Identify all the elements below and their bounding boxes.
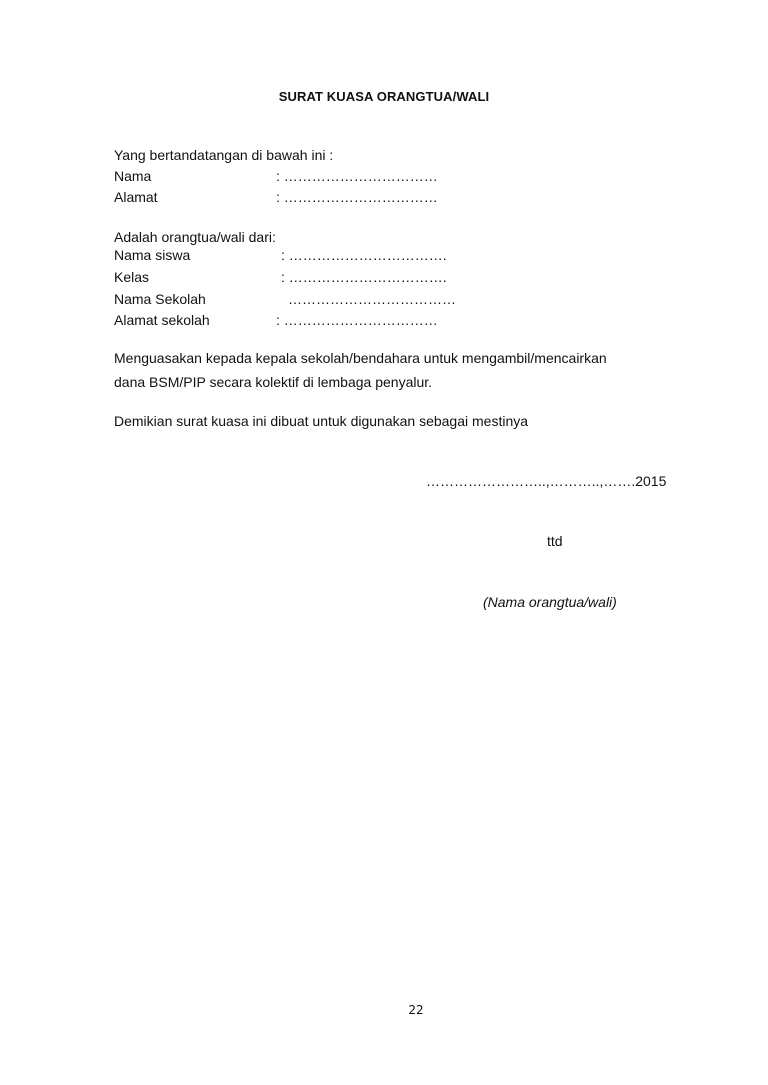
signature-mark: ttd [547,533,563,549]
parent-name-label: Nama [114,168,152,184]
student-name-label: Nama siswa [114,247,191,263]
page-number: 22 [408,1003,424,1017]
parent-name-value: : …………………………… [276,168,438,184]
authorization-line-2: dana BSM/PIP secara kolektif di lembaga penyalur. [114,374,433,390]
closing-text: Demikian surat kuasa ini dibuat untuk digunakan sebagai mestinya [114,413,529,429]
document-title: SURAT KUASA ORANGTUA/WALI [278,89,490,104]
school-address-value: : …………………………… [276,312,438,328]
guardian-of-text: Adalah orangtua/wali dari: [114,229,276,245]
parent-address-label: Alamat [114,189,158,205]
signatory-name: (Nama orangtua/wali) [483,594,617,610]
class-value: : ……………………………. [281,269,447,285]
authorization-line-1: Menguasakan kepada kepala sekolah/bendahara untuk mengambil/mencairkan [114,350,607,366]
school-name-value: ……………………………… [288,291,456,307]
school-address-label: Alamat sekolah [114,312,210,328]
student-name-value: : ……………………………. [281,247,447,263]
parent-address-value: : …………………………… [276,189,438,205]
class-label: Kelas [114,269,150,285]
place-date: ……………………..,………..,…….2015 [426,473,667,489]
intro-text: Yang bertandatangan di bawah ini : [114,147,334,163]
school-name-label: Nama Sekolah [114,291,206,307]
